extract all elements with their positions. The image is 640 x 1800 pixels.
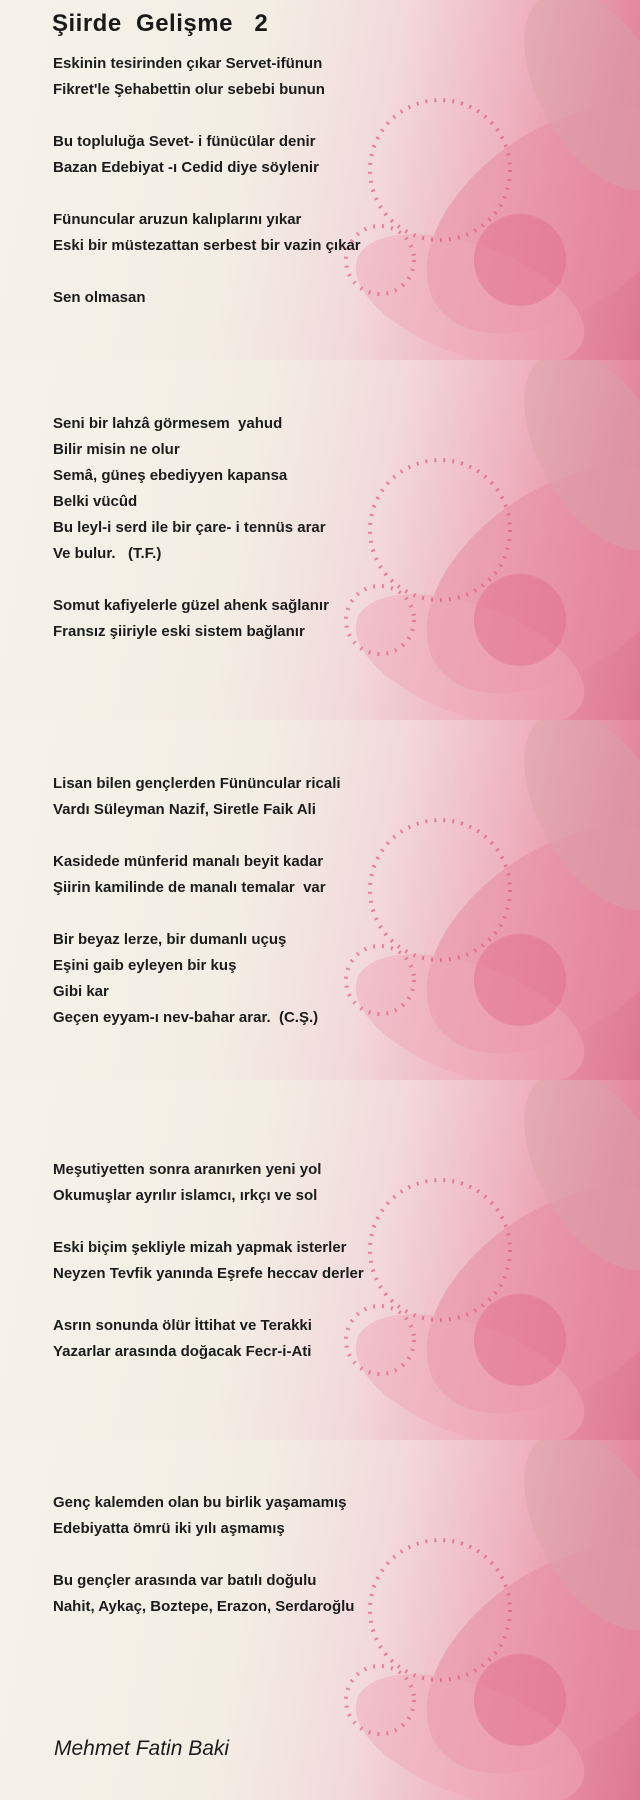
poem-line: Fikret'le Şehabettin olur sebebi bunun <box>53 81 325 98</box>
poem-author: Mehmet Fatin Baki <box>54 1737 230 1760</box>
poem-line: Eski bir müstezattan serbest bir vazin çıkar <box>53 237 361 254</box>
poem-line: Okumuşlar ayrılır islamcı, ırkçı ve sol <box>53 1187 318 1204</box>
poem-section-1 <box>53 51 361 311</box>
poem-line: Semâ, güneş ebediyyen kapansa <box>53 467 288 484</box>
poem-section-3 <box>53 771 341 1031</box>
poem-line: Bilir misin ne olur <box>53 441 180 458</box>
poem-line: Lisan bilen gençlerden Fününcular ricali <box>53 775 341 792</box>
poem-line: Sen olmasan <box>53 289 146 306</box>
poem-line: Eski biçim şekliyle mizah yapmak isterler <box>53 1239 347 1256</box>
poem-line: Seni bir lahzâ görmesem yahud <box>53 415 283 432</box>
poem-line: Bu topluluğa Sevet- i fünücülar denir <box>53 133 316 150</box>
poem-line: Yazarlar arasında doğacak Fecr-i-Ati <box>53 1343 312 1360</box>
poem-line: Edebiyatta ömrü iki yılı aşmamış <box>53 1520 285 1537</box>
poem-line: Belki vücûd <box>53 493 138 510</box>
poem-line: Bir beyaz lerze, bir dumanlı uçuş <box>53 931 287 948</box>
poem-line: Asrın sonunda ölür İttihat ve Terakki <box>53 1317 312 1334</box>
poem-section-2 <box>53 411 329 645</box>
poem-line: Geçen eyyam-ı nev-bahar arar. (C.Ş.) <box>53 1009 319 1026</box>
poem-line: Ve bulur. (T.F.) <box>53 545 162 562</box>
poem-line: Kasidede münferid manalı beyit kadar <box>53 853 324 870</box>
poem-line: Meşutiyetten sonra aranırken yeni yol <box>53 1161 322 1178</box>
poem-line: Bazan Edebiyat -ı Cedid diye söylenir <box>53 159 319 176</box>
poem-line: Genç kalemden olan bu birlik yaşamamış <box>53 1494 347 1511</box>
poem-line: Fransız şiiriyle eski sistem bağlanır <box>53 623 305 640</box>
poem-line: Somut kafiyelerle güzel ahenk sağlanır <box>53 597 329 614</box>
poem-line: Neyzen Tevfik yanında Eşrefe heccav derler <box>53 1265 364 1282</box>
poem-line: Bu leyl-i serd ile bir çare- i tennüs arar <box>53 519 326 536</box>
poem-line: Gibi kar <box>53 983 109 1000</box>
poem-line: Nahit, Aykaç, Boztepe, Erazon, Serdaroğlu <box>53 1598 355 1615</box>
poem-line: Vardı Süleyman Nazif, Siretle Faik Ali <box>53 801 316 818</box>
poem-title: Şiirde Gelişme 2 <box>52 10 269 37</box>
poem-line: Şiirin kamilinde de manalı temalar var <box>53 879 326 896</box>
poem-line: Eşini gaib eyleyen bir kuş <box>53 957 237 974</box>
poem-section-5 <box>53 1490 354 1620</box>
poem-section-4 <box>53 1157 364 1365</box>
poem-line: Fünuncular aruzun kalıplarını yıkar <box>53 211 302 228</box>
poem-line: Eskinin tesirinden çıkar Servet-ifünun <box>53 55 323 72</box>
poem-line: Bu gençler arasında var batılı doğulu <box>53 1572 317 1589</box>
